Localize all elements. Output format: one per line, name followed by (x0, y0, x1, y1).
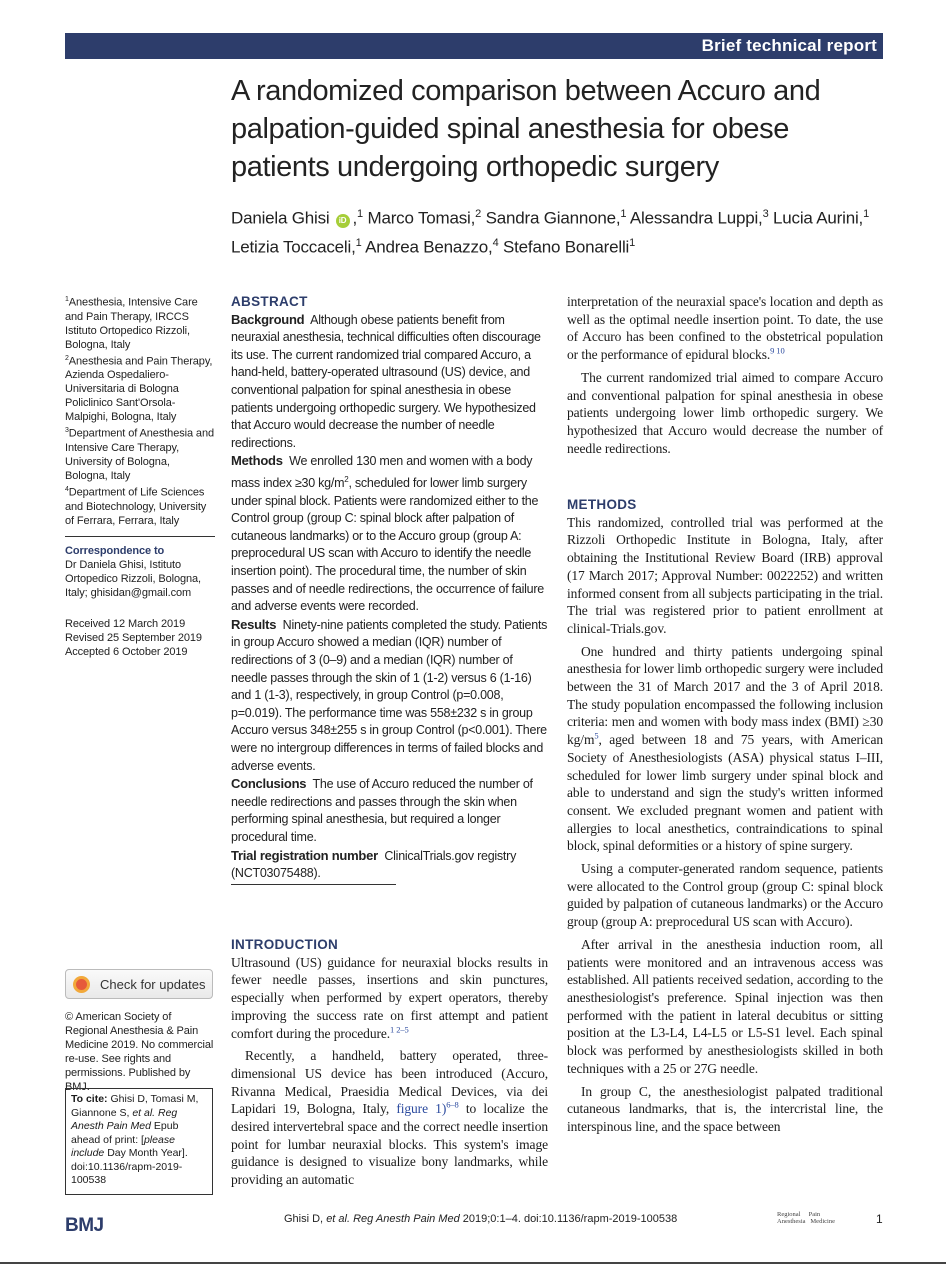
reference-link[interactable]: 5 (594, 730, 599, 741)
orcid-icon[interactable]: iD (336, 214, 350, 228)
affil-sup: 2 (475, 208, 482, 220)
article-title: A randomized comparison between Accuro and palpation-guided spinal anesthesia for obese patients undergoing orthopedic surgery (231, 75, 821, 183)
report-type-label: Brief technical report (701, 36, 877, 55)
paragraph: This randomized, controlled trial was performed at the Rizzoli Orthopedic Institute in Bologna, Italy, after obtaining the Institutional Review Board (IRB) approval (17 March 2017; Approval Number: 0022252) and written informed consent from all subjects participating in the trial. The trial was registered prior to patient enrollment at clinical-Trials.gov. (567, 514, 883, 636)
affil-sup: 1 (357, 208, 363, 220)
correspondence-heading: Correspondence to (65, 545, 165, 557)
crossmark-icon (73, 976, 90, 993)
methods-heading: METHODS (567, 497, 637, 512)
reference-link[interactable]: 1 2–5 (390, 1024, 409, 1035)
abstract-heading: ABSTRACT (231, 294, 308, 309)
abstract-background: Background Although obese patients benefit from neuraxial anesthesia, technical difficulties often discourage its use. The current randomized trial compared Accuro, a hand-held, battery-operated ultrasound (US) device, and conventional palpation for spinal anesthesia in obese patients undergoing orthopedic surgery. We hypothesized that Accuro would decrease the number of needle redirections. (231, 311, 541, 450)
received-date: Received 12 March 2019 (65, 618, 186, 630)
abstract-trial-registration: Trial registration number ClinicalTrials.gov registry (NCT03075488). (231, 847, 517, 881)
paragraph: Using a computer-generated random sequence, patients were allocated to the Control group (group C: spinal block guided by palpation of cutaneous landmarks) or the Accuro group (group A: preprocedural US scan with Accuro). (567, 861, 883, 930)
introduction-heading: INTRODUCTION (231, 937, 339, 952)
divider (231, 884, 396, 885)
journal-logo: Regional Pain Anesthesia Medicine (777, 1211, 835, 1225)
affil-sup: 1 (863, 208, 869, 220)
affil-sup: 1 (629, 236, 636, 249)
citation-box (65, 1088, 213, 1195)
cite-epub: Epub ahead of print: [ (71, 1120, 179, 1146)
reference-link[interactable]: 6–8 (446, 1099, 459, 1110)
affil-sup: 4 (492, 236, 499, 249)
author-name[interactable]: Sandra Giannone, (485, 208, 621, 228)
page-number: 1 (876, 1212, 883, 1226)
author-name[interactable]: Alessandra Luppi, (629, 208, 763, 228)
affiliation-item: $^4$Department of Life Sciences and Biotechnology, University of Ferrara, Ferrara, Italy (65, 485, 207, 527)
cite-please: please include (71, 1133, 175, 1159)
author-name[interactable]: Stefano Bonarelli (503, 237, 630, 257)
check-for-updates-button[interactable] (65, 969, 213, 999)
cite-label: To cite: (71, 1093, 108, 1105)
affil-sup: 1 (355, 236, 362, 249)
introduction-continued (567, 293, 883, 457)
introduction-section (231, 936, 548, 1189)
cite-date: Day Month Year]. (107, 1147, 188, 1159)
cite-authors: Ghisi D, Tomasi M, Giannone S, (71, 1093, 199, 1119)
paragraph: In group C, the anesthesiologist palpated traditional cutaneous landmarks, that is, the intercristal line, the interspinous line, and the space between (567, 1083, 883, 1134)
affil-sup: 1 (620, 208, 627, 220)
author-list: Daniela Ghisi iD ,$^1$ Marco Tomasi,$^2$ Sandra Giannone,$^1$ Alessandra Luppi,$^3$ Lucia Aurini,$^1$ Letizia Toccaceli,$^1$ Andrea Benazzo,$^4$ Stefano Bonarelli$^1$ (231, 208, 869, 257)
author-name[interactable]: Daniela Ghisi (231, 208, 330, 228)
bmj-logo: BMJ (65, 1215, 104, 1236)
affil-sup: 3 (762, 208, 769, 220)
correspondence (65, 544, 215, 600)
cite-journal: Reg Anesth Pain Med (71, 1106, 178, 1132)
paragraph: interpretation of the neuraxial space's location and depth as well as the optimal needle insertion point. To date, the use of Accuro has been confined to the obstetrical population or the performance of epidural blocks.$^{9 10}$ (567, 294, 883, 363)
paragraph: After arrival in the anesthesia induction room, all patients were monitored and an intravenous access was established. All patients received sedation, according to the anesthesiologist's preference. Spinal injection was then performed with the patient in lateral decubitus or sitting position at the L3-L4, L4-L5 or L5-S1 level. Each spinal block was performed by anesthesiologists skilled in both techniques with a 25 or 27G needle. (567, 936, 883, 1076)
paragraph: One hundred and thirty patients undergoing spinal anesthesia for lower limb orthopedic surgery were included between the 31 of March 2017 and the 3 of April 2018. The study population encompassed the following inclusion criteria: men and women with body mass index (BMI) ≥30 $kg/m^5$, aged between 18 and 75 years, with American Society of Anesthesiologists (ASA) physical status I–III, scheduled for lower limb surgery under spinal block and able to understand and sign the study's written informed consent. We excluded pregnant women and patient with allergies to local anesthetics, contraindications to spinal block, spinal deformities or a history of spine surgery. (567, 643, 883, 854)
author-name[interactable]: Marco Tomasi, (367, 208, 476, 228)
abstract-methods: Methods We enrolled 130 men and women with a body mass index ≥30 $kg/m^2$, scheduled for lower limb surgery under spinal block. Patients were randomized either to the Control group (group C: spinal block after palpation of cutaneous landmarks) or to the Accuro group (group A: preprocedural US scan with Accuro to identify the needle insertion point). The procedural time, the number of skin passes and of needle redirections, the occurrence of failure and adverse events were recorded. (231, 453, 544, 614)
affiliation-item: $^1$Anesthesia, Intensive Care and Pain Therapy, IRCCS Istituto Ortopedico Rizzoli, Bologna, Italy (65, 296, 198, 351)
figure-link[interactable]: figure 1 (396, 1101, 442, 1117)
affiliations (65, 293, 215, 528)
affiliation-item: $^2$Anesthesia and Pain Therapy, Azienda Ospedaliero-Universitaria di Bologna Policlinico Sant'Orsola-Malpighi, Bologna, Italy (65, 354, 213, 424)
abstract-conclusions: Conclusions The use of Accuro reduced the number of needle redirections and passes through the skin when performing spinal anesthesia, but required a longer procedural time. (231, 776, 533, 844)
abstract (231, 293, 548, 883)
abstract-results: Results Ninety-nine patients completed the study. Patients in group Accuro showed a median (IQR) number of redirections of 3 (0–9) and a median (IQR) number of needle passes through the skin of 1 (1-2) versus 6 (1-16) and 1 (1-3), respectively, in group Control (p=0.008, p=0.019). The performance time was 558±232 s in group Accuro versus 348±255 s in group Control (p<0.001). There were no intergroup differences in terms of failed blocks and adverse events. (231, 616, 548, 773)
methods-section (567, 496, 883, 1136)
footer-citation: Ghisi D, et al. Reg Anesth Pain Med 2019;0:1–4. doi:10.1136/rapm-2019-100538 (284, 1213, 678, 1225)
divider (65, 536, 215, 537)
author-name[interactable]: Andrea Benazzo, (365, 237, 493, 257)
revised-date: Revised 25 September 2019 (65, 632, 202, 644)
reference-link[interactable]: 9 10 (770, 345, 785, 356)
author-name[interactable]: Letizia Toccaceli, (231, 237, 356, 257)
check-for-updates-label: Check for updates (100, 977, 206, 992)
page-edge (0, 1262, 946, 1264)
affiliation-item: $^3$Department of Anesthesia and Intensive Care Therapy, University of Bologna, Bologna, Italy (65, 427, 214, 482)
paragraph: Recently, a handheld, battery operated, three-dimensional US device has been introduced (Accuro, Rivanna Medical, Praesidia Medical Devices, via dei Lapidari 19, Bologna, Italy, figure 1)$^{6-8}$ to localize the desired intervertebral space and the correct needle insertion point for lumbar neuraxial blocks. This system's image guidance is designed to visualize bony landmarks, while providing an automatic (231, 1048, 548, 1188)
correspondence-text: Dr Daniela Ghisi, Istituto Ortopedico Rizzoli, Bologna, Italy; ghisidan@gmail.com (65, 559, 201, 599)
paragraph: The current randomized trial aimed to compare Accuro and conventional palpation for spinal anesthesia in obese patients undergoing lower limb orthopedic surgery. We hypothesized that Accuro would decrease the number of needle redirections. (567, 369, 883, 456)
article-dates (65, 617, 215, 659)
cite-doi[interactable]: doi:10.1136/rapm-2019-100538 (71, 1160, 183, 1186)
accepted-date: Accepted 6 October 2019 (65, 646, 188, 658)
author-name[interactable]: Lucia Aurini, (773, 208, 864, 228)
report-type-banner (65, 33, 883, 59)
copyright-notice: © American Society of Regional Anesthesia & Pain Medicine 2019. No commercial re-use. See rights and permissions. Published by BMJ. (65, 1011, 214, 1093)
paragraph: Ultrasound (US) guidance for neuraxial blocks results in fewer needle passes, insertions and skin punctures, especially when performed by expert operators, thereby improving the success rate on first attempt and patient comfort during the procedure.$^{1 2-5}$ (231, 954, 548, 1041)
cite-etal: et al. (132, 1106, 156, 1119)
